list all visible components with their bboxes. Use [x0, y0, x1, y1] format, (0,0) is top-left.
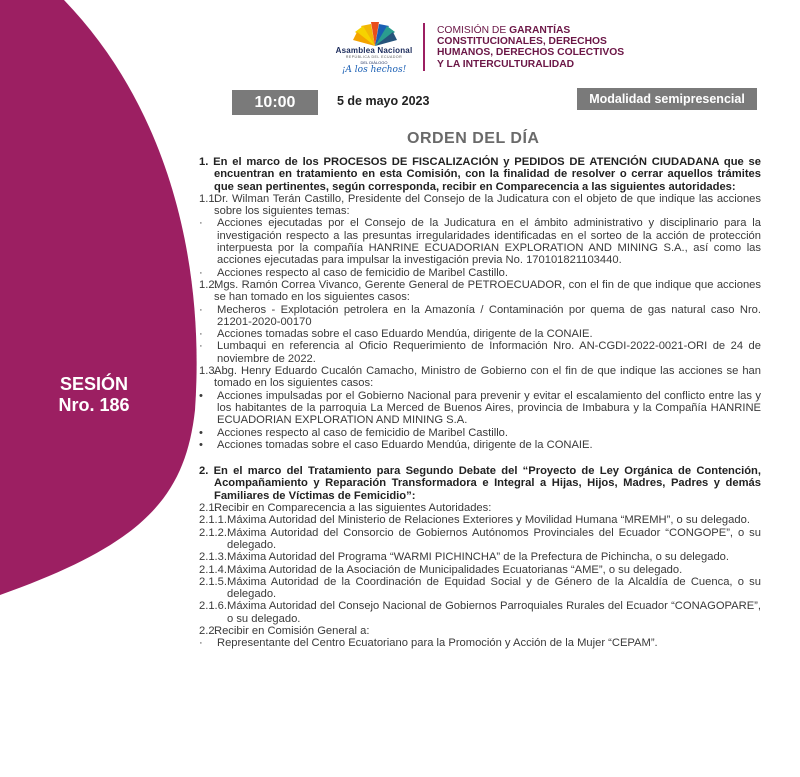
- section-2-heading: 2. En el marco del Tratamiento para Segundo Debate del “Proyecto de Ley Orgánica de Contención, Acompañamiento y Reparación Transformadora e Integral a Hijas, Hijos, Madres, Padres y demás Familiares de Víctimas de Femicidio”:: [199, 465, 761, 502]
- item-1-3: 1.3. Abg. Henry Eduardo Cucalón Camacho, Ministro de Gobierno con el fin de que indique las acciones se han tomado en los siguientes casos:: [199, 365, 761, 390]
- item-2-1-3: 2.1.3. Máxima Autoridad del Programa “WARMI PICHINCHA” de la Prefectura de Pichincha, o su delegado.: [199, 551, 729, 564]
- item-2-2: 2.2. Recibir en Comisión General a:: [199, 624, 370, 637]
- item-2-1-6: 2.1.6. Máxima Autoridad del Consejo Nacional de Gobiernos Parroquiales Rurales del Ecuador “CONAGOPARE”, o su delegado.: [199, 600, 761, 625]
- item-1-1: 1.1. Dr. Wilman Terán Castillo, Presidente del Consejo de la Judicatura con el objeto de que indique las acciones sobre los siguientes temas:: [199, 192, 761, 218]
- commission-name: [437, 25, 637, 70]
- asamblea-subtitle: REPÚBLICA DEL ECUADOR: [345, 55, 403, 59]
- bullet-1-1-2: · Acciones respecto al caso de femicidio de Maribel Castillo.: [199, 266, 509, 279]
- bullet-1-2-3: · Lumbaqui en referencia al Oficio Requerimiento de Información Nro. AN-CGDI-2022-0021-ORI de 24 de noviembre de 2022.: [199, 340, 761, 365]
- agenda-title: ORDEN DEL DÍA: [407, 130, 540, 147]
- section-1-heading: 1. En el marco de los PROCESOS DE FISCALIZACIÓN y PEDIDOS DE ATENCIÓN CIUDADANA que se encuentran en tratamiento en esta Comisión, con la finalidad de resolver o cerrar aquellos trámites que sean pertinentes, según corresponda, recibir en Comparecencia a las siguientes autoridades:: [199, 156, 761, 193]
- item-2-1-5: 2.1.5. Máxima Autoridad de la Coordinación de Equidad Social y de Género de la Alcaldía de Cuenca, o su delegado.: [199, 575, 761, 601]
- asamblea-logo: [335, 18, 415, 78]
- bullet-1-2-1: · Mecheros - Explotación petrolera en la Amazonía / Contaminación por quema de gas natural caso Nro. 21201-2020-00170: [199, 303, 761, 328]
- item-2-1-4: 2.1.4. Máxima Autoridad de la Asociación de Municipalidades Ecuatorianas “AME”, o su delegado.: [199, 563, 683, 576]
- meeting-time: 10:00: [232, 90, 318, 115]
- session-title: SESIÓN: [59, 374, 129, 394]
- commission-line-2: CONSTITUCIONALES, DERECHOS: [437, 36, 607, 48]
- session-number: Nro. 186: [58, 395, 130, 415]
- asamblea-emblem-icon: [335, 18, 415, 48]
- asamblea-name: Asamblea Nacional: [335, 46, 413, 55]
- agenda-content: [199, 156, 761, 650]
- item-2-1: 2.1. Recibir en Comparecencia a las siguientes Autoridades:: [199, 502, 492, 515]
- asamblea-tag-small: DEL DIÁLOGO: [360, 60, 388, 65]
- bullet-1-2-2: · Acciones tomadas sobre el caso Eduardo Mendúa, dirigente de la CONAIE.: [199, 328, 593, 341]
- item-1-2: 1.2. Mgs. Ramón Correa Vivanco, Gerente General de PETROECUADOR, con el fin de que indique que acciones se han tomado en los siguientes casos:: [199, 278, 761, 304]
- item-2-1-2: 2.1.2. Máxima Autoridad del Consorcio de Gobiernos Autónomos Provinciales del Ecuador “CONGOPE”, o su delegado.: [199, 526, 761, 551]
- commission-line-1: COMISIÓN DE GARANTÍAS: [437, 25, 571, 36]
- asamblea-slogan: ¡A los hechos!: [341, 65, 407, 75]
- bullet-2-2-1: · Representante del Centro Ecuatoriano para la Promoción y Acción de la Mujer “CEPAM”.: [199, 637, 658, 650]
- bullet-1-1-1: · Acciones ejecutadas por el Consejo de la Judicatura en el ámbito administrativo y disciplinario para la investigación respecto a las presuntas irregularidades identificadas en el sorteo de la acción de protección interpuesta por la compañía HANRINE ECUADORIAN EXPLORATION AND MINING S.A., así como las acciones ejecutadas para impulsar la investigación previa No. 170101821103440.: [199, 217, 761, 267]
- session-label: [44, 374, 144, 416]
- meeting-date: 5 de mayo 2023: [337, 94, 430, 108]
- bullet-1-3-3: • Acciones tomadas sobre el caso Eduardo Mendúa, dirigente de la CONAIE.: [199, 438, 593, 451]
- item-2-1-1: 2.1.1. Máxima Autoridad del Ministerio de Relaciones Exteriores y Movilidad Humana “MREMH”, o su delegado.: [199, 514, 750, 527]
- bullet-1-3-1: • Acciones impulsadas por el Gobierno Nacional para prevenir y evitar el escalamiento del conflicto entre las y los habitantes de la parroquia La Merced de Buenos Aires, provincia de Imbabura y la Compañía HANRINE ECUADORIAN EXPLORATION AND MINING S.A.: [199, 389, 761, 427]
- commission-line-4: Y LA INTERCULTURALIDAD: [437, 58, 575, 70]
- bullet-1-3-2: • Acciones respecto al caso de femicidio de Maribel Castillo.: [199, 426, 509, 439]
- commission-line-3: HUMANOS, DERECHOS COLECTIVOS: [437, 47, 625, 59]
- header-divider: [423, 23, 425, 71]
- meeting-mode: Modalidad semipresencial: [577, 88, 757, 110]
